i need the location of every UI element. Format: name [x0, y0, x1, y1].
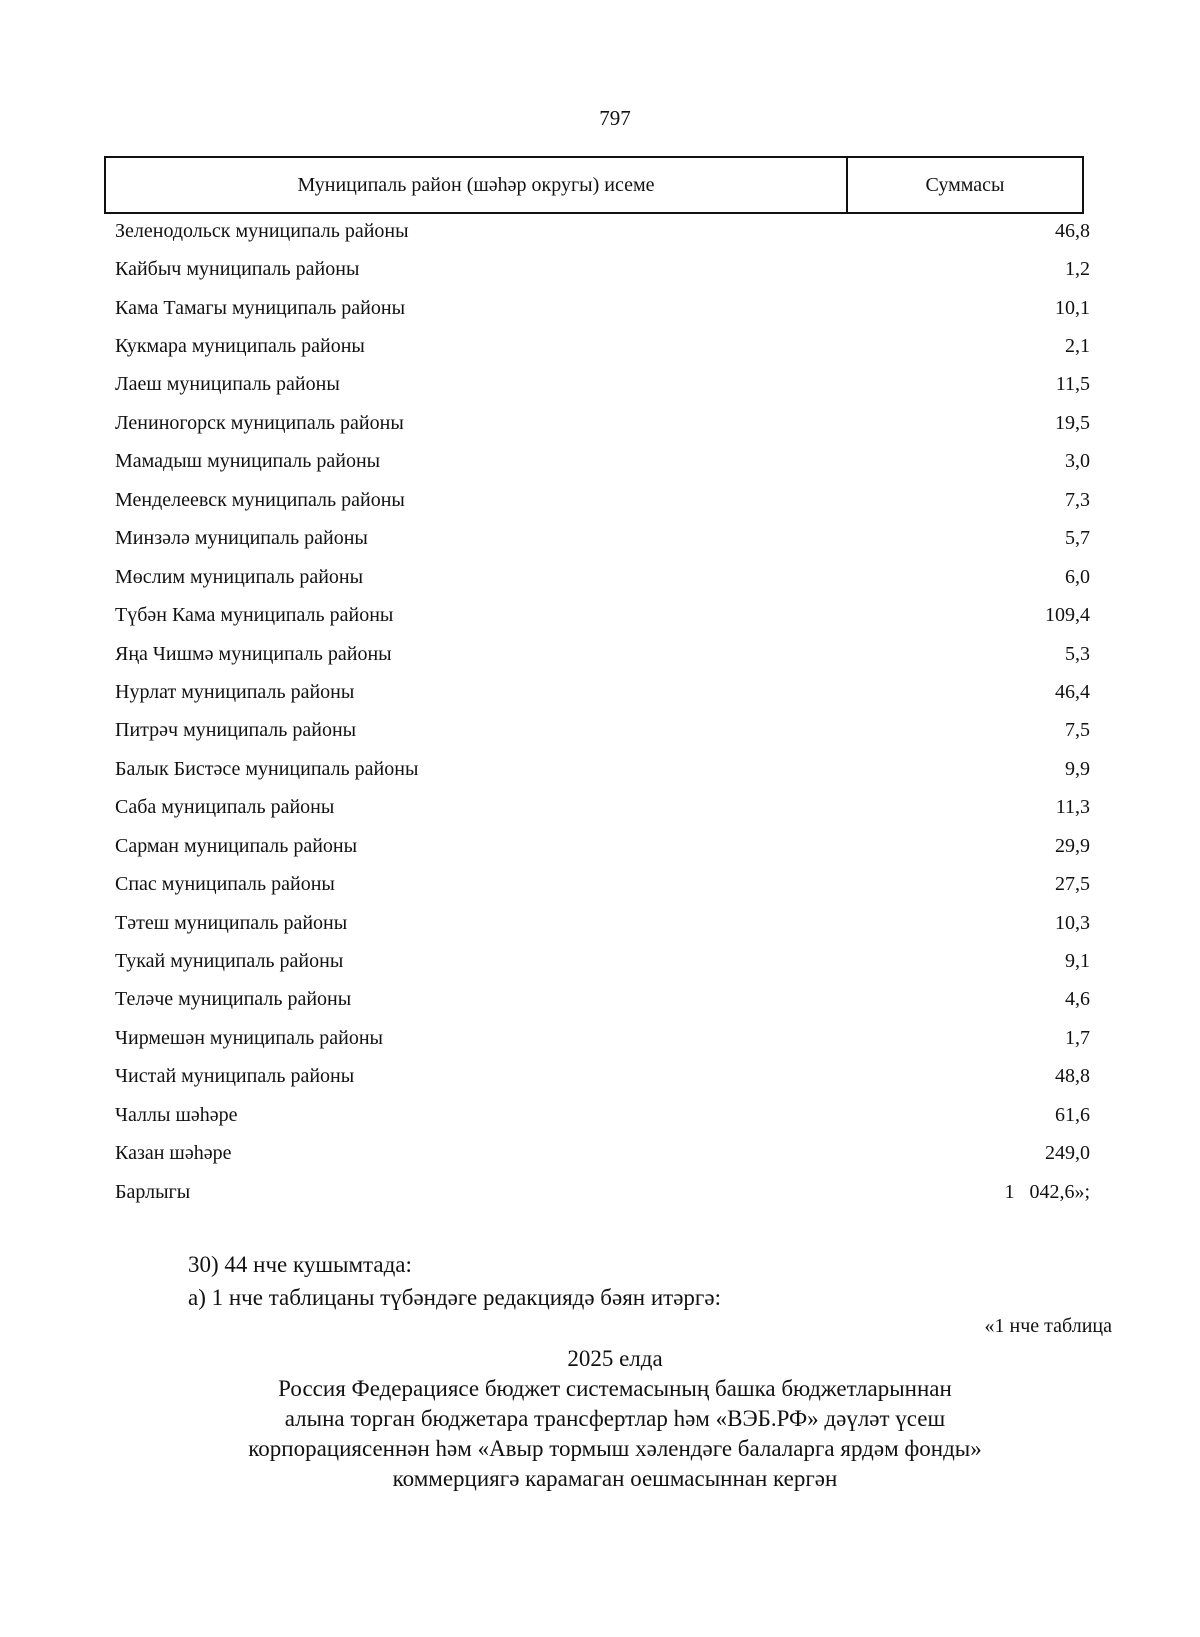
header-sum: Суммасы [925, 173, 1005, 196]
district-name: Кукмара муниципаль районы [115, 335, 365, 358]
title-line: коммерциягә карамаган оешмасыннан кергән [392, 1466, 838, 1491]
district-sum: 6,0 [1065, 565, 1090, 588]
district-sum: 61,6 [1055, 1103, 1090, 1126]
district-name: Минзәлә муниципаль районы [115, 527, 368, 550]
table-row [115, 443, 1090, 481]
district-sum: 7,3 [1065, 488, 1090, 511]
district-name: Балык Бистәсе муниципаль районы [115, 757, 419, 780]
table-row [115, 904, 1090, 942]
title-line: 2025 елда [567, 1346, 663, 1371]
district-sum: 19,5 [1055, 411, 1090, 434]
table-header [104, 156, 1084, 214]
district-name: Кайбыч муниципаль районы [115, 258, 360, 281]
district-name: Саба муниципаль районы [115, 796, 335, 819]
district-name: Яңа Чишмә муниципаль районы [115, 642, 392, 665]
district-name: Лаеш муниципаль районы [115, 373, 340, 396]
table-row [115, 481, 1090, 519]
district-sum: 10,1 [1055, 296, 1090, 319]
table-row [115, 673, 1090, 711]
district-name: Спас муниципаль районы [115, 873, 335, 896]
district-sum: 7,5 [1065, 719, 1090, 742]
district-sum: 3,0 [1065, 450, 1090, 473]
district-name: Мамадыш муниципаль районы [115, 450, 381, 473]
district-sum: 1,7 [1065, 1026, 1090, 1049]
district-name: Сарман муниципаль районы [115, 834, 358, 857]
table-row [115, 1096, 1090, 1134]
table-row [115, 520, 1090, 558]
table-row [115, 289, 1090, 327]
district-sum: 5,7 [1065, 527, 1090, 550]
table-row [115, 827, 1090, 865]
district-name: Питрәч муниципаль районы [115, 719, 357, 742]
table-row [115, 1173, 1090, 1211]
district-sum: 29,9 [1055, 834, 1090, 857]
district-name: Нурлат муниципаль районы [115, 680, 355, 703]
district-sum: 46,4 [1055, 680, 1090, 703]
table-row [115, 942, 1090, 980]
district-sum: 9,9 [1065, 757, 1090, 780]
district-sum: 1 042,6»; [1004, 1180, 1090, 1203]
district-name: Түбән Кама муниципаль районы [115, 604, 394, 627]
page-number: 797 [599, 106, 631, 130]
table-row [115, 558, 1090, 596]
table-title [0, 1344, 1200, 1494]
table-row [115, 750, 1090, 788]
district-name: Чаллы шәһәре [115, 1103, 238, 1126]
district-sum: 2,1 [1065, 335, 1090, 358]
paragraph-item-30: 30) 44 нче кушымтада: [188, 1252, 412, 1277]
title-line: корпорациясеннән һәм «Авыр тормыш хәлендәге балаларга ярдәм фонды» [248, 1436, 982, 1461]
district-name: Лениногорск муниципаль районы [115, 411, 404, 434]
district-name: Чирмешән муниципаль районы [115, 1026, 383, 1049]
district-name: Казан шәһәре [115, 1142, 232, 1165]
table-row [115, 1019, 1090, 1057]
table-row [115, 635, 1090, 673]
paragraph-item-a: а) 1 нче таблицаны түбәндәге редакциядә бәян итәргә: [188, 1285, 721, 1310]
header-district-name: Муниципаль район (шәһәр округы) исеме [106, 158, 848, 212]
district-name: Менделеевск муниципаль районы [115, 488, 405, 511]
district-name: Тәтеш муниципаль районы [115, 911, 348, 934]
table-row [115, 981, 1090, 1019]
district-sum: 11,3 [1055, 796, 1090, 819]
title-line: Россия Федерациясе бюджет системасының башка бюджетларыннан [278, 1376, 952, 1401]
district-name: Барлыгы [115, 1180, 191, 1203]
table-row [115, 366, 1090, 404]
district-sum: 1,2 [1065, 258, 1090, 281]
table-row [115, 865, 1090, 903]
district-sum: 249,0 [1045, 1142, 1090, 1165]
table-row [115, 712, 1090, 750]
table-row [115, 327, 1090, 365]
table-row [115, 789, 1090, 827]
table-row [115, 212, 1090, 250]
district-sum: 5,3 [1065, 642, 1090, 665]
district-name: Чистай муниципаль районы [115, 1065, 355, 1088]
district-name: Кама Тамагы муниципаль районы [115, 296, 406, 319]
table-row [115, 250, 1090, 288]
district-sum: 11,5 [1055, 373, 1090, 396]
table-row [115, 1058, 1090, 1096]
district-sum: 4,6 [1065, 988, 1090, 1011]
district-name: Тукай муниципаль районы [115, 950, 344, 973]
district-sum: 109,4 [1045, 604, 1090, 627]
district-sum: 9,1 [1065, 950, 1090, 973]
district-name: Мөслим муниципаль районы [115, 565, 364, 588]
table-row [115, 404, 1090, 442]
district-sum: 48,8 [1055, 1065, 1090, 1088]
title-line: алына торган бюджетара трансфертлар һәм «ВЭБ.РФ» дәүләт үсеш [284, 1406, 946, 1431]
table-reference: «1 нче таблица [984, 1315, 1112, 1337]
table-body [115, 212, 1090, 1211]
district-sum: 10,3 [1055, 911, 1090, 934]
district-sum: 27,5 [1055, 873, 1090, 896]
district-name: Теләче муниципаль районы [115, 988, 352, 1011]
table-row [115, 1135, 1090, 1173]
table-row [115, 596, 1090, 634]
district-sum: 46,8 [1055, 219, 1090, 242]
district-name: Зеленодольск муниципаль районы [115, 219, 409, 242]
